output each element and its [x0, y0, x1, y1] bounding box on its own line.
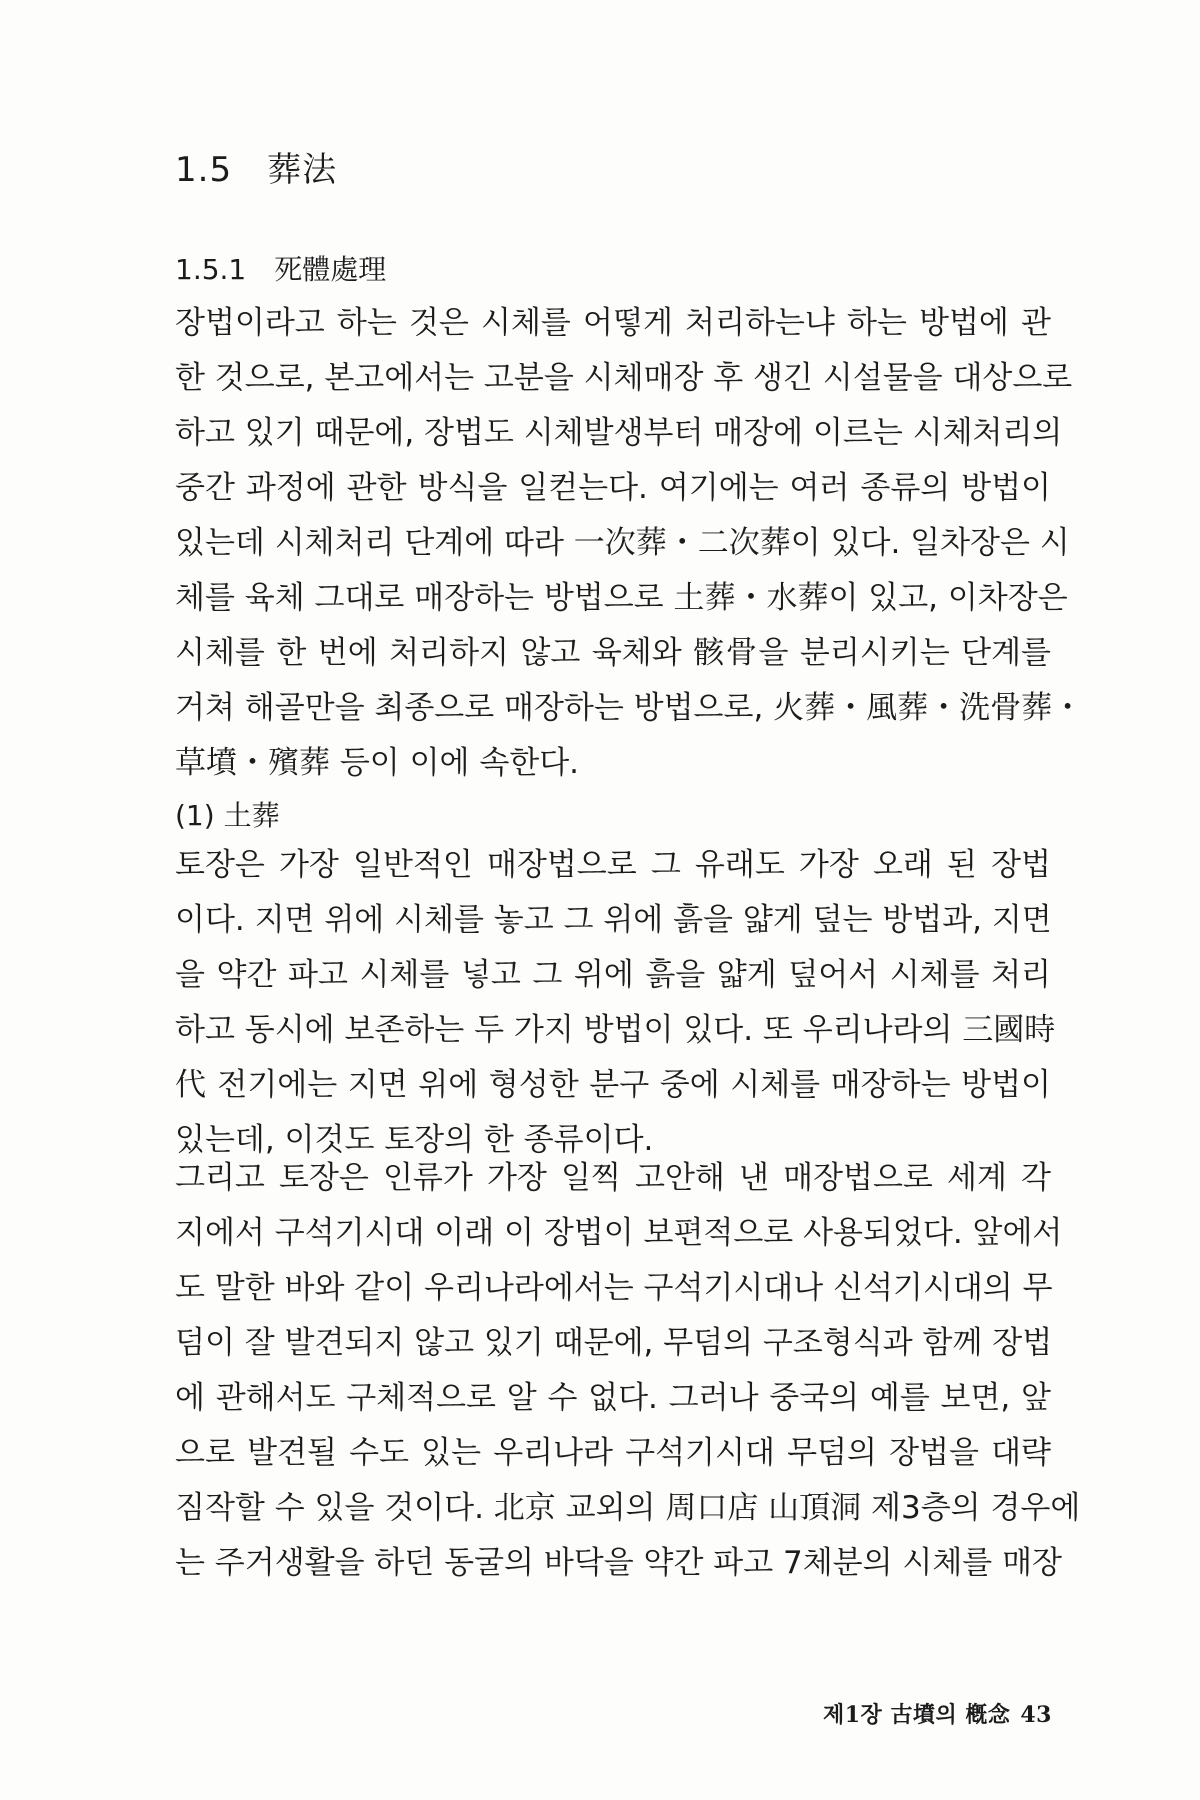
text-line: 거쳐 해골만을 최종으로 매장하는 방법으로, 火葬・風葬・洗骨葬・ — [175, 690, 1084, 726]
text-line: 하고 있기 때문에, 장법도 시체발생부터 매장에 이르는 시체처리의 — [175, 415, 1063, 451]
paragraph-body — [175, 296, 1084, 791]
text-line: 代 전기에는 지면 위에 형성한 분구 중에 시체를 매장하는 방법이 — [175, 1067, 1051, 1103]
text-line: 장법이라고 하는 것은 시체를 어떻게 처리하는냐 하는 방법에 관 — [175, 305, 1051, 341]
paragraph-body — [175, 838, 1056, 1168]
section-title: 1.5 葬法 — [175, 150, 338, 190]
page-footer — [823, 1698, 1052, 1729]
text-line: 을 약간 파고 시체를 넣고 그 위에 흙을 얇게 덮어서 시체를 처리 — [175, 957, 1051, 993]
text-line: 토장은 가장 일반적인 매장법으로 그 유래도 가장 오래 된 장법 — [175, 847, 1051, 883]
subheading-tojang: (1) 土葬 — [175, 799, 280, 832]
page-number: 43 — [1020, 1702, 1052, 1728]
text-line: 한 것으로, 본고에서는 고분을 시체매장 후 생긴 시설물을 대상으로 — [175, 360, 1073, 396]
text-line: 시체를 한 번에 처리하지 않고 육체와 骸骨을 분리시키는 단계를 — [175, 635, 1051, 671]
text-line: 는 주거생활을 하던 동굴의 바닥을 약간 파고 7체분의 시체를 매장 — [175, 1545, 1063, 1581]
paragraph-body — [175, 1151, 1081, 1591]
running-footer-chapter: 제1장 古墳의 槪念 — [822, 1702, 1011, 1728]
text-line: 지에서 구석기시대 이래 이 장법이 보편적으로 사용되었다. 앞에서 — [175, 1215, 1063, 1251]
text-line: 있는데 시체처리 단계에 따라 一次葬・二次葬이 있다. 일차장은 시 — [175, 525, 1070, 561]
text-line: 그리고 토장은 인류가 가장 일찍 고안해 낸 매장법으로 세계 각 — [175, 1160, 1051, 1196]
text-line: 도 말한 바와 같이 우리나라에서는 구석기시대나 신석기시대의 무 — [175, 1270, 1053, 1306]
text-line: 으로 발견될 수도 있는 우리나라 구석기시대 무덤의 장법을 대략 — [175, 1435, 1051, 1471]
text-line: 덤이 잘 발견되지 않고 있기 때문에, 무덤의 구조형식과 함께 장법 — [175, 1325, 1053, 1361]
text-line: 이다. 지면 위에 시체를 놓고 그 위에 흙을 얇게 덮는 방법과, 지면 — [175, 902, 1052, 938]
text-line: 하고 동시에 보존하는 두 가지 방법이 있다. 또 우리나라의 三國時 — [175, 1012, 1056, 1048]
text-line: 에 관해서도 구체적으로 알 수 없다. 그러나 중국의 예를 보면, 앞 — [175, 1380, 1051, 1416]
text-line: 체를 육체 그대로 매장하는 방법으로 土葬・水葬이 있고, 이차장은 — [175, 580, 1068, 616]
subsection-title: 1.5.1 死體處理 — [175, 253, 387, 286]
text-line: 중간 과정에 관한 방식을 일컫는다. 여기에는 여러 종류의 방법이 — [175, 470, 1051, 506]
text-line: 있는데, 이것도 토장의 한 종류이다. — [175, 1122, 654, 1158]
text-line: 草墳・殯葬 등이 이에 속한다. — [175, 745, 580, 781]
text-line: 짐작할 수 있을 것이다. 北京 교외의 周口店 山頂洞 제3층의 경우에 — [175, 1490, 1081, 1526]
